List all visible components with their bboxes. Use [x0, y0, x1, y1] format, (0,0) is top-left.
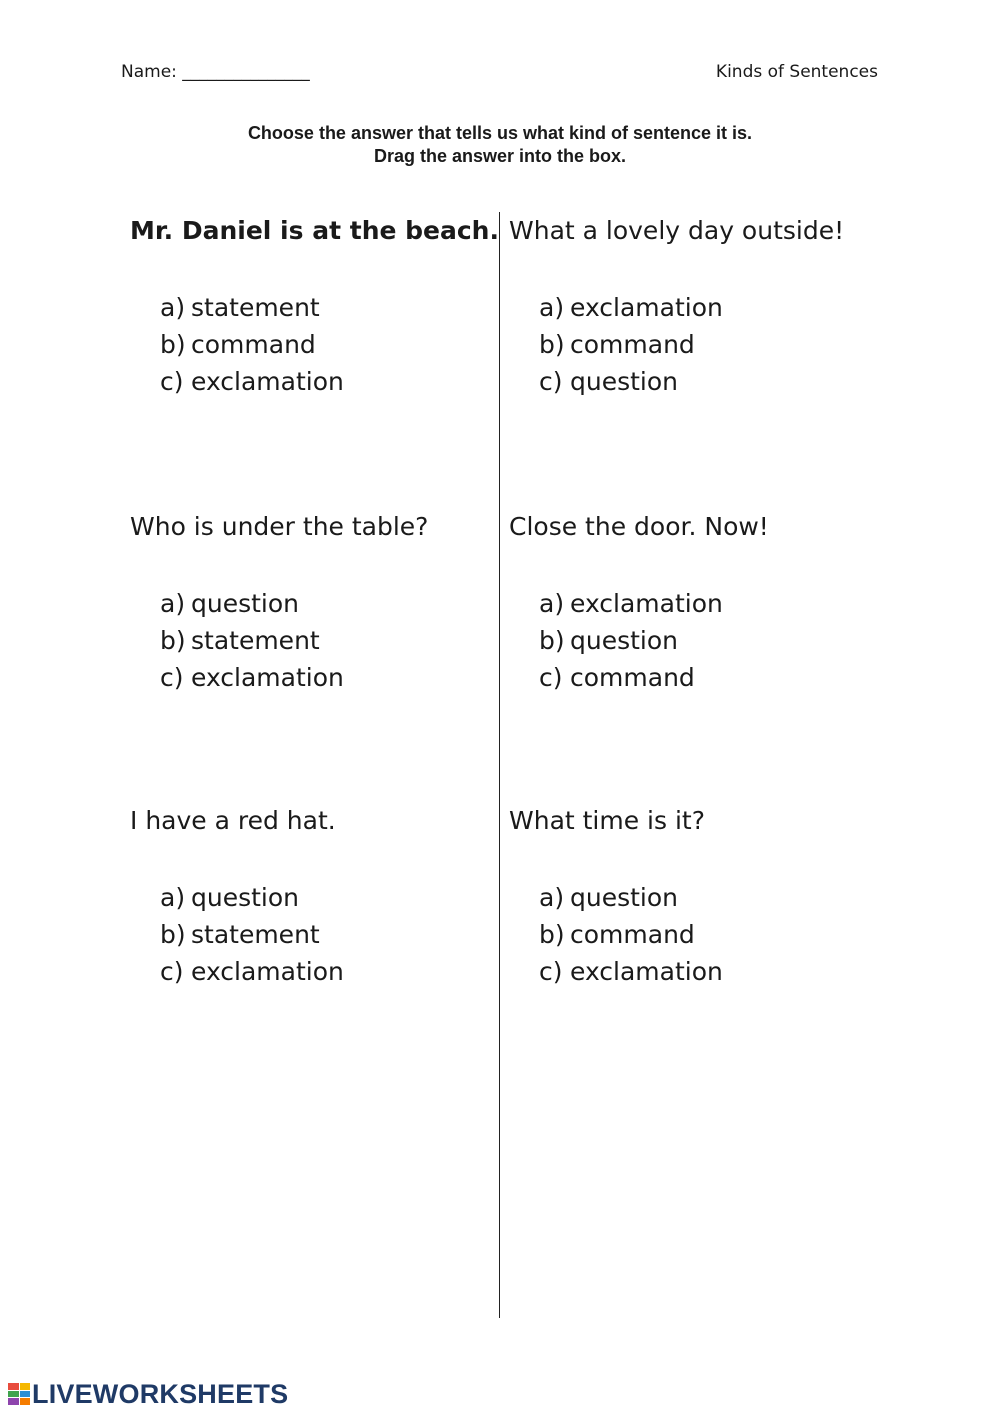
option-letter: b) [160, 626, 186, 655]
option-letter: a) [160, 589, 186, 618]
liveworksheets-logo[interactable] [8, 1378, 289, 1409]
option-label: statement [191, 626, 320, 655]
question-6 [509, 805, 869, 990]
option-label: command [570, 920, 695, 949]
option-label: command [191, 330, 316, 359]
instructions-line-2: Drag the answer into the box. [373, 146, 627, 166]
option-letter: b) [160, 920, 186, 949]
question-1-options [130, 289, 490, 400]
question-4-option-b[interactable] [539, 622, 869, 659]
question-2-option-b[interactable] [539, 326, 869, 363]
option-letter: a) [539, 883, 565, 912]
question-6-text: What time is it? [509, 806, 705, 835]
option-letter: b) [160, 330, 186, 359]
option-letter: c) [160, 367, 184, 396]
option-label: statement [191, 293, 320, 322]
question-3-option-a[interactable] [160, 585, 490, 622]
question-2 [509, 215, 869, 400]
question-6-options [509, 879, 869, 990]
question-2-options [509, 289, 869, 400]
logo-block [20, 1398, 31, 1405]
column-divider [499, 212, 500, 1318]
option-label: exclamation [191, 957, 344, 986]
instructions-line-1: Choose the answer that tells us what kind of sentence it is. [247, 123, 753, 143]
worksheet-title: Kinds of Sentences [715, 62, 878, 82]
question-3 [130, 511, 490, 696]
option-label: question [191, 589, 300, 618]
option-label: exclamation [570, 589, 723, 618]
question-6-option-a[interactable] [539, 879, 869, 916]
question-4-option-a[interactable] [539, 585, 869, 622]
logo-block [20, 1391, 31, 1398]
question-6-option-b[interactable] [539, 916, 869, 953]
question-1 [130, 215, 499, 400]
option-label: question [191, 883, 300, 912]
option-letter: c) [160, 957, 184, 986]
question-2-option-c[interactable] [539, 363, 869, 400]
question-5-option-c[interactable] [160, 953, 490, 990]
question-1-option-b[interactable] [160, 326, 490, 363]
question-5-options [130, 879, 490, 990]
option-letter: b) [539, 920, 565, 949]
option-letter: a) [539, 293, 565, 322]
option-letter: a) [160, 883, 186, 912]
logo-block [8, 1383, 19, 1390]
option-label: command [570, 663, 695, 692]
option-label: exclamation [570, 957, 723, 986]
option-letter: c) [539, 367, 563, 396]
question-5-option-b[interactable] [160, 916, 490, 953]
name-field-label: Name: _______________ [121, 62, 310, 82]
option-letter: a) [539, 589, 565, 618]
option-label: question [570, 883, 679, 912]
question-4 [509, 511, 869, 696]
option-label: exclamation [191, 367, 344, 396]
logo-block [8, 1391, 19, 1398]
option-letter: a) [160, 293, 186, 322]
question-3-option-b[interactable] [160, 622, 490, 659]
option-label: statement [191, 920, 320, 949]
option-letter: b) [539, 626, 565, 655]
option-letter: c) [539, 957, 563, 986]
question-2-option-a[interactable] [539, 289, 869, 326]
option-label: exclamation [570, 293, 723, 322]
question-2-text: What a lovely day outside! [509, 216, 845, 245]
question-5-text: I have a red hat. [130, 806, 336, 835]
option-letter: c) [539, 663, 563, 692]
question-1-option-c[interactable] [160, 363, 490, 400]
option-label: command [570, 330, 695, 359]
question-4-text: Close the door. Now! [509, 512, 769, 541]
option-label: question [570, 626, 679, 655]
option-letter: b) [539, 330, 565, 359]
logo-block [8, 1398, 19, 1405]
question-5-option-a[interactable] [160, 879, 490, 916]
question-3-option-c[interactable] [160, 659, 490, 696]
question-3-options [130, 585, 490, 696]
option-label: question [570, 367, 679, 396]
logo-text: LIVEWORKSHEETS [32, 1378, 289, 1409]
question-5 [130, 805, 490, 990]
question-1-option-a[interactable] [160, 289, 490, 326]
question-4-options [509, 585, 869, 696]
option-label: exclamation [191, 663, 344, 692]
question-4-option-c[interactable] [539, 659, 869, 696]
question-6-option-c[interactable] [539, 953, 869, 990]
logo-blocks-icon [8, 1383, 30, 1405]
instructions [0, 122, 1000, 168]
question-3-text: Who is under the table? [130, 512, 429, 541]
logo-block [20, 1383, 31, 1390]
question-1-text: Mr. Daniel is at the beach. [130, 216, 499, 245]
option-letter: c) [160, 663, 184, 692]
